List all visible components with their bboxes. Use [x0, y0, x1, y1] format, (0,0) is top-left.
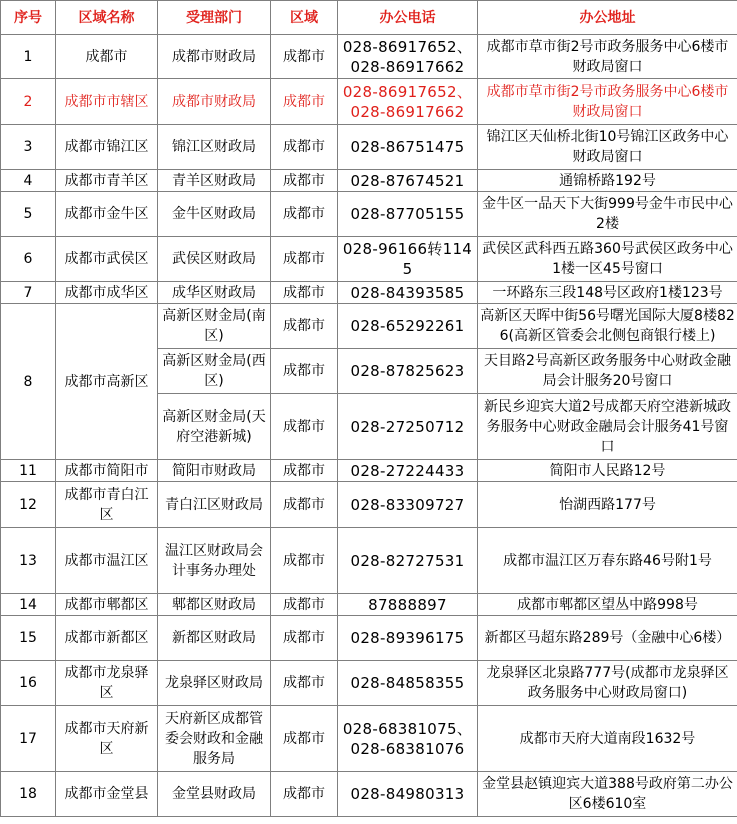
cell-phone: 028-65292261 — [338, 304, 478, 349]
cell-region: 成都市 — [271, 79, 338, 125]
cell-dept: 龙泉驿区财政局 — [158, 661, 271, 706]
table-row — [1, 35, 737, 79]
cell-region: 成都市 — [271, 706, 338, 772]
cell-region: 成都市 — [271, 237, 338, 282]
cell-address: 新都区马超东路289号（金融中心6楼） — [478, 616, 737, 661]
cell-area: 成都市金牛区 — [56, 192, 158, 237]
cell-address: 成都市草市街2号市政务服务中心6楼市财政局窗口 — [478, 35, 737, 79]
cell-address: 龙泉驿区北泉路777号(成都市龙泉驿区政务服务中心财政局窗口) — [478, 661, 737, 706]
cell-no: 17 — [1, 706, 56, 772]
cell-no: 6 — [1, 237, 56, 282]
cell-address: 高新区天晖中街56号曙光国际大厦8楼826(高新区管委会北侧包商银行楼上) — [478, 304, 737, 349]
cell-dept: 成华区财政局 — [158, 282, 271, 304]
table-row — [1, 282, 737, 304]
cell-phone: 028-96166转1145 — [338, 237, 478, 282]
cell-area: 成都市青白江区 — [56, 482, 158, 528]
cell-dept: 金堂县财政局 — [158, 772, 271, 817]
cell-no: 7 — [1, 282, 56, 304]
cell-no: 8 — [1, 304, 56, 460]
cell-area: 成都市龙泉驿区 — [56, 661, 158, 706]
cell-dept: 天府新区成都管委会财政和金融服务局 — [158, 706, 271, 772]
header-region: 区域 — [271, 1, 338, 35]
table-row — [1, 706, 737, 772]
cell-region: 成都市 — [271, 304, 338, 349]
table-row — [1, 192, 737, 237]
cell-area: 成都市市辖区 — [56, 79, 158, 125]
cell-area: 成都市温江区 — [56, 528, 158, 594]
cell-phone: 028-86917652、028-86917662 — [338, 35, 478, 79]
cell-address: 一环路东三段148号区政府1楼123号 — [478, 282, 737, 304]
cell-region: 成都市 — [271, 460, 338, 482]
table-row — [1, 594, 737, 616]
cell-phone: 028-84858355 — [338, 661, 478, 706]
cell-dept: 简阳市财政局 — [158, 460, 271, 482]
cell-region: 成都市 — [271, 192, 338, 237]
cell-phone: 028-84980313 — [338, 772, 478, 817]
cell-no: 4 — [1, 170, 56, 192]
table-row — [1, 528, 737, 594]
cell-phone: 028-27224433 — [338, 460, 478, 482]
cell-dept: 金牛区财政局 — [158, 192, 271, 237]
cell-no: 16 — [1, 661, 56, 706]
table-row — [1, 460, 737, 482]
header-no: 序号 — [1, 1, 56, 35]
table-row — [1, 482, 737, 528]
cell-phone: 028-82727531 — [338, 528, 478, 594]
cell-dept: 青白江区财政局 — [158, 482, 271, 528]
cell-region: 成都市 — [271, 772, 338, 817]
cell-area: 成都市简阳市 — [56, 460, 158, 482]
cell-area: 成都市高新区 — [56, 304, 158, 460]
cell-dept: 温江区财政局会计事务办理处 — [158, 528, 271, 594]
cell-no: 13 — [1, 528, 56, 594]
address-text: 怡湖西路177号 — [559, 496, 656, 513]
cell-address: 成都市温江区万春东路46号附1号 — [478, 528, 737, 594]
header-phone: 办公电话 — [338, 1, 478, 35]
table-row — [1, 125, 737, 170]
cell-region: 成都市 — [271, 661, 338, 706]
cell-region: 成都市 — [271, 282, 338, 304]
cell-address: 简阳市人民路12号 — [478, 460, 737, 482]
cell-phone: 028-68381075、028-68381076 — [338, 706, 478, 772]
cell-dept: 成都市财政局 — [158, 35, 271, 79]
header-dept: 受理部门 — [158, 1, 271, 35]
cell-no: 11 — [1, 460, 56, 482]
cell-address: 成都市郫都区望丛中路998号 — [478, 594, 737, 616]
cell-region: 成都市 — [271, 616, 338, 661]
cell-phone: 028-87825623 — [338, 349, 478, 394]
table-row — [1, 304, 737, 349]
cell-area: 成都市天府新区 — [56, 706, 158, 772]
cell-no: 5 — [1, 192, 56, 237]
table-row — [1, 616, 737, 661]
cell-region: 成都市 — [271, 170, 338, 192]
table-row — [1, 79, 737, 125]
cell-dept: 郫都区财政局 — [158, 594, 271, 616]
cell-area: 成都市成华区 — [56, 282, 158, 304]
table-row — [1, 772, 737, 817]
cell-address: 新民乡迎宾大道2号成都天府空港新城政务服务中心财政金融局会计服务41号窗口 — [478, 394, 737, 460]
cell-address: 通锦桥路192号 — [478, 170, 737, 192]
cell-area: 成都市郫都区 — [56, 594, 158, 616]
cell-region: 成都市 — [271, 125, 338, 170]
cell-phone: 028-87674521 — [338, 170, 478, 192]
header-area: 区域名称 — [56, 1, 158, 35]
cell-area: 成都市锦江区 — [56, 125, 158, 170]
cell-phone: 028-87705155 — [338, 192, 478, 237]
table-row — [1, 237, 737, 282]
cell-dept: 高新区财金局(南区) — [158, 304, 271, 349]
cell-address: 锦江区天仙桥北街10号锦江区政务中心财政局窗口 — [478, 125, 737, 170]
cell-no: 1 — [1, 35, 56, 79]
cell-region: 成都市 — [271, 394, 338, 460]
cell-phone: 87888897 — [338, 594, 478, 616]
cell-dept: 锦江区财政局 — [158, 125, 271, 170]
cell-area: 成都市新都区 — [56, 616, 158, 661]
cell-region: 成都市 — [271, 35, 338, 79]
cell-region: 成都市 — [271, 349, 338, 394]
cell-no: 12 — [1, 482, 56, 528]
cell-no: 14 — [1, 594, 56, 616]
cell-region: 成都市 — [271, 528, 338, 594]
cell-phone: 028-84393585 — [338, 282, 478, 304]
header-row — [1, 1, 737, 35]
cell-phone: 028-27250712 — [338, 394, 478, 460]
cell-phone: 028-86751475 — [338, 125, 478, 170]
cell-dept: 新都区财政局 — [158, 616, 271, 661]
cell-dept: 武侯区财政局 — [158, 237, 271, 282]
cell-phone: 028-89396175 — [338, 616, 478, 661]
cell-phone: 028-86917652、028-86917662 — [338, 79, 478, 125]
cell-region: 成都市 — [271, 594, 338, 616]
table-row — [1, 661, 737, 706]
cell-address: 天目路2号高新区政务服务中心财政金融局会计服务20号窗口 — [478, 349, 737, 394]
cell-address — [478, 482, 737, 528]
cell-no: 15 — [1, 616, 56, 661]
cell-dept: 青羊区财政局 — [158, 170, 271, 192]
cell-region: 成都市 — [271, 482, 338, 528]
cell-address: 成都市天府大道南段1632号 — [478, 706, 737, 772]
cell-area: 成都市 — [56, 35, 158, 79]
cell-address: 武侯区武科西五路360号武侯区政务中心1楼一区45号窗口 — [478, 237, 737, 282]
cell-address: 金堂县赵镇迎宾大道388号政府第二办公区6楼610室 — [478, 772, 737, 817]
header-address: 办公地址 — [478, 1, 737, 35]
cell-area: 成都市武侯区 — [56, 237, 158, 282]
cell-area: 成都市青羊区 — [56, 170, 158, 192]
cell-area: 成都市金堂县 — [56, 772, 158, 817]
cell-dept: 高新区财金局(天府空港新城) — [158, 394, 271, 460]
cell-dept: 成都市财政局 — [158, 79, 271, 125]
cell-no: 18 — [1, 772, 56, 817]
table-row — [1, 170, 737, 192]
cell-dept: 高新区财金局(西区) — [158, 349, 271, 394]
cell-address: 金牛区一品天下大街999号金牛市民中心2楼 — [478, 192, 737, 237]
cell-address: 成都市草市街2号市政务服务中心6楼市财政局窗口 — [478, 79, 737, 125]
cell-phone: 028-83309727 — [338, 482, 478, 528]
cell-no: 2 — [1, 79, 56, 125]
cell-no: 3 — [1, 125, 56, 170]
